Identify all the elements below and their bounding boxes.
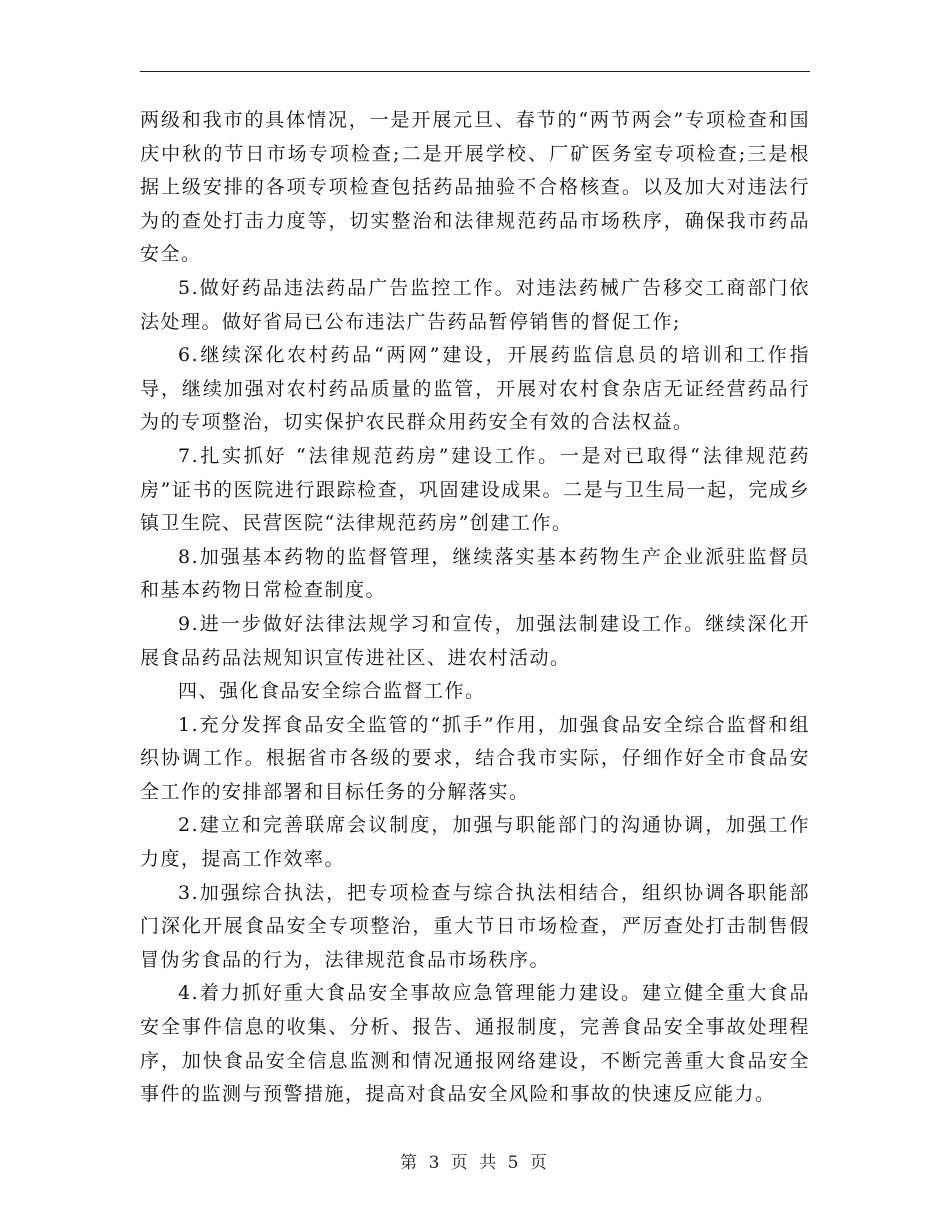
paragraph-section4-item-2: 2.建立和完善联席会议制度，加强与职能部门的沟通协调，加强工作力度，提高工作效率。	[140, 814, 810, 871]
paragraph-item-7: 7.扎实抓好 “法律规范药房”建设工作。一是对已取得“法律规范药房”证书的医院进行跟踪检查，巩固建设成果。二是与卫生局一起，完成乡镇卫生院、民营医院“法律规范药房”创建工作。	[140, 444, 810, 535]
header-rule	[140, 71, 810, 72]
page-number-footer: 第 3 页 共 5 页	[400, 1153, 550, 1173]
paragraph-section4-item-1: 1.充分发挥食品安全监管的“抓手”作用，加强食品安全综合监督和组织协调工作。根据省市各级的要求，结合我市实际，仔细作好全市食品安全工作的安排部署和目标任务的分解落实。	[140, 713, 810, 803]
section-heading-4: 四、强化食品安全综合监督工作。	[178, 680, 486, 703]
paragraph-section4-item-4: 4.着力抓好重大食品安全事故应急管理能力建设。建立健全重大食品安全事件信息的收集、分析、报告、通报制度，完善食品安全事故处理程序，加快食品安全信息监测和情况通报网络建设，不断完善重大食品安全事件的监测与预警措施，提高对食品安全风险和事故的快速反应能力。	[140, 982, 810, 1106]
paragraph-item-5: 5.做好药品违法药品广告监控工作。对违法药械广告移交工商部门依法处理。做好省局已公布违法广告药品暂停销售的督促工作;	[140, 276, 810, 333]
paragraph-item-6: 6.继续深化农村药品“两网”建设，开展药监信息员的培训和工作指导，继续加强对农村药品质量的监管，开展对农村食杂店无证经营药品行为的专项整治，切实保护农民群众用药安全有效的合法权益。	[140, 344, 810, 434]
paragraph-section4-item-3: 3.加强综合执法，把专项检查与综合执法相结合，组织协调各职能部门深化开展食品安全专项整治，重大节日市场检查，严厉查处打击制售假冒伪劣食品的行为，法律规范食品市场秩序。	[140, 881, 810, 971]
paragraph-continuation: 两级和我市的具体情况，一是开展元旦、春节的“两节两会”专项检查和国庆中秋的节日市场专项检查;二是开展学校、厂矿医务室专项检查;三是根据上级安排的各项专项检查包括药品抽验不合格核查。以及加大对违法行为的查处打击力度等，切实整治和法律规范药品市场秩序，确保我市药品安全。	[140, 109, 810, 266]
document-body	[140, 104, 810, 1112]
paragraph-item-8: 8.加强基本药物的监督管理，继续落实基本药物生产企业派驻监督员和基本药物日常检查制度。	[140, 545, 810, 602]
paragraph-item-9: 9.进一步做好法律法规学习和宣传，加强法制建设工作。继续深化开展食品药品法规知识宣传进社区、进农村活动。	[140, 612, 810, 669]
